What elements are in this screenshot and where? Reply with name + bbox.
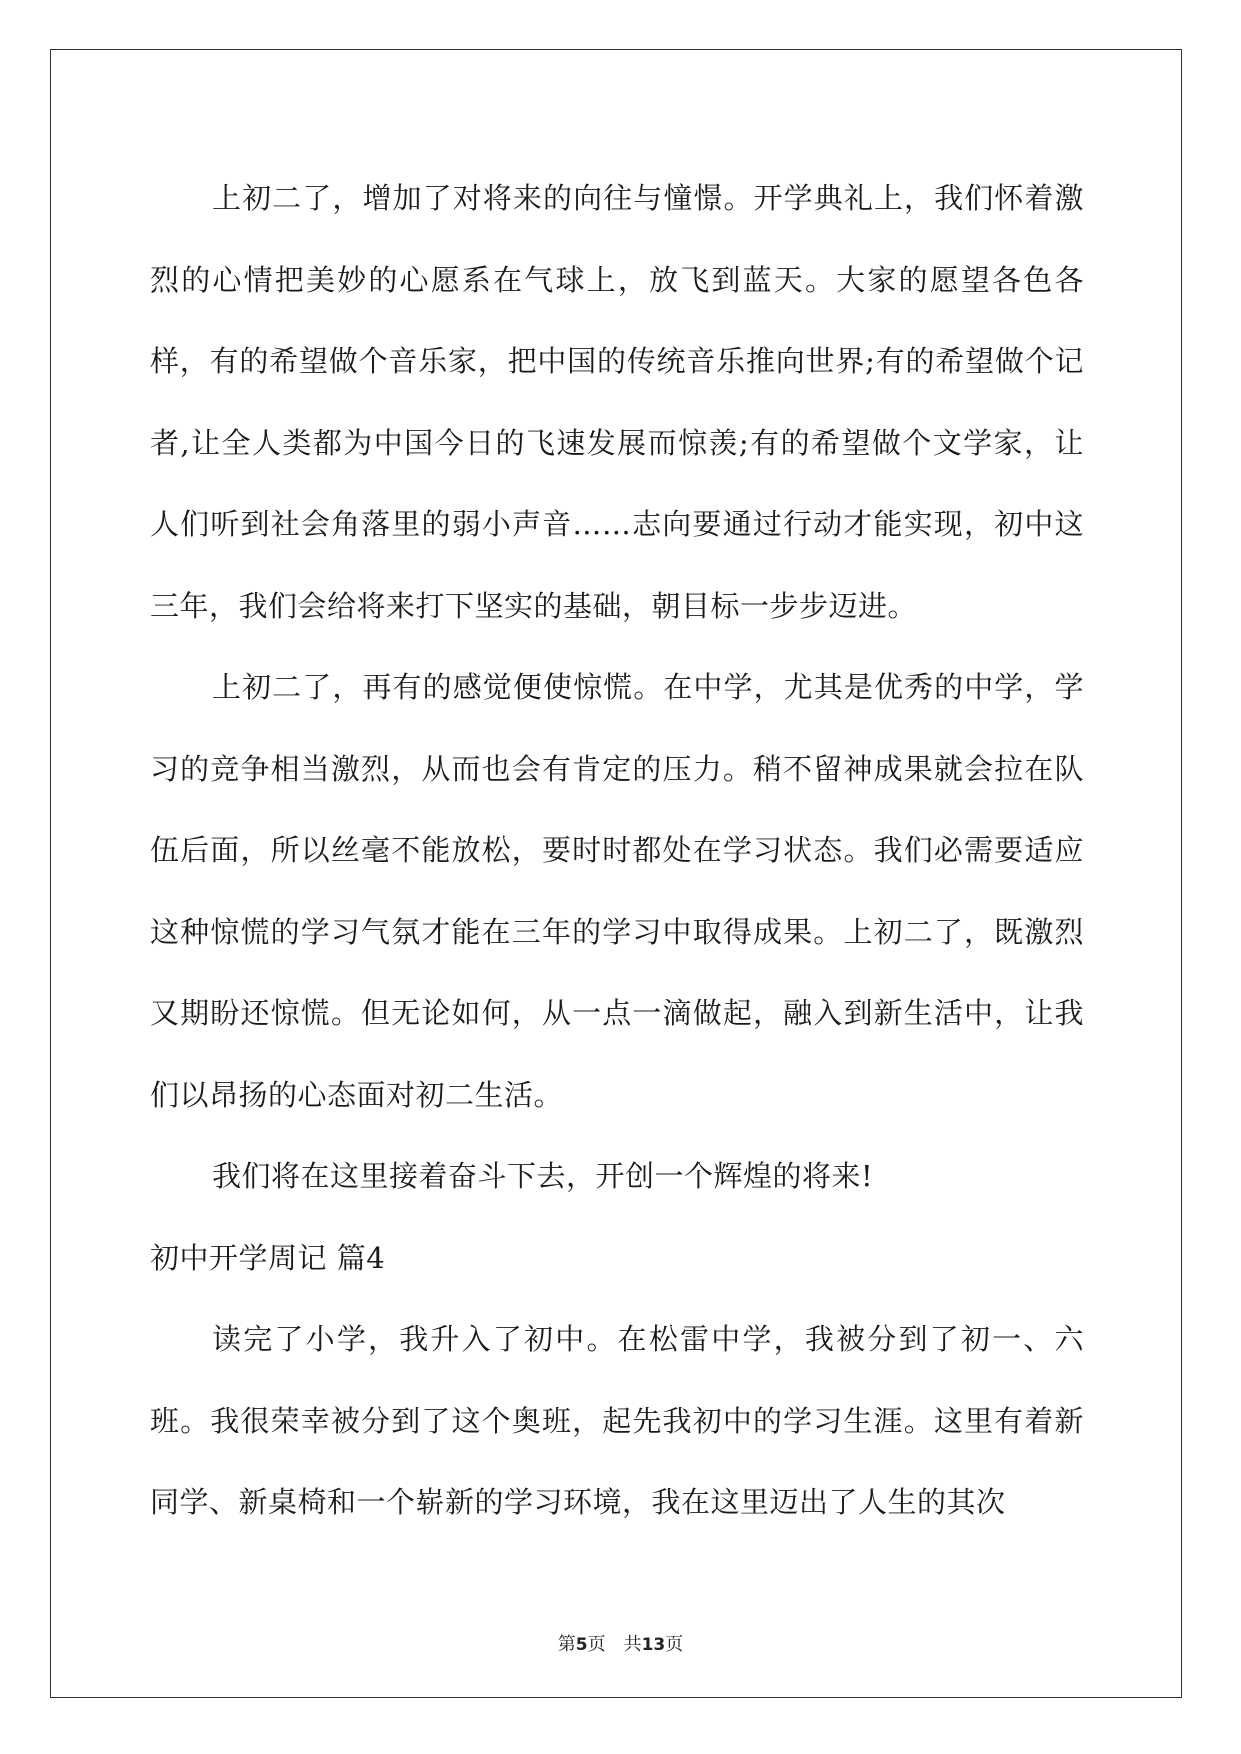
page-suffix: 页 xyxy=(587,1634,606,1655)
paragraph-2: 上初二了，再有的感觉便使惊慌。在中学，尤其是优秀的中学，学习的竞争相当激烈，从而也会有肯定的压力。稍不留神成果就会拉在队伍后面，所以丝毫不能放松，要时时都处在学习状态。我们必需要适应这种惊慌的学习气氛才能在三年的学习中取得成果。上初二了，既激烈又期盼还惊慌。但无论如何，从一点一滴做起，融入到新生活中，让我们以昂扬的心态面对初二生活。 xyxy=(150,670,1084,1112)
section-paragraph: 读完了小学，我升入了初中。在松雷中学，我被分到了初一、六班。我很荣幸被分到了这个奥班，起先我初中的学习生涯。这里有着新同学、新桌椅和一个崭新的学习环境，我在这里迈出了人生的其次 xyxy=(150,1322,1084,1519)
total-prefix: 共 xyxy=(623,1634,642,1655)
total-page-count: 13 xyxy=(641,1635,666,1655)
paragraph-3: 我们将在这里接着奋斗下去，开创一个辉煌的将来! xyxy=(212,1159,874,1193)
total-suffix: 页 xyxy=(665,1634,684,1655)
current-page-number: 5 xyxy=(575,1635,588,1655)
section-heading: 初中开学周记 篇4 xyxy=(150,1240,386,1275)
document-body xyxy=(150,158,1084,1544)
page-footer xyxy=(0,1630,1241,1656)
page-prefix: 第 xyxy=(557,1634,576,1655)
paragraph-1: 上初二了，增加了对将来的向往与憧憬。开学典礼上，我们怀着激烈的心情把美妙的心愿系在气球上，放飞到蓝天。大家的愿望各色各样，有的希望做个音乐家，把中国的传统音乐推向世界;有的希望做个记者,让全人类都为中国今日的飞速发展而惊羡;有的希望做个文学家，让人们听到社会角落里的弱小声音……志向要通过行动才能实现，初中这三年，我们会给将来打下坚实的基础，朝目标一步步迈进。 xyxy=(150,181,1084,623)
